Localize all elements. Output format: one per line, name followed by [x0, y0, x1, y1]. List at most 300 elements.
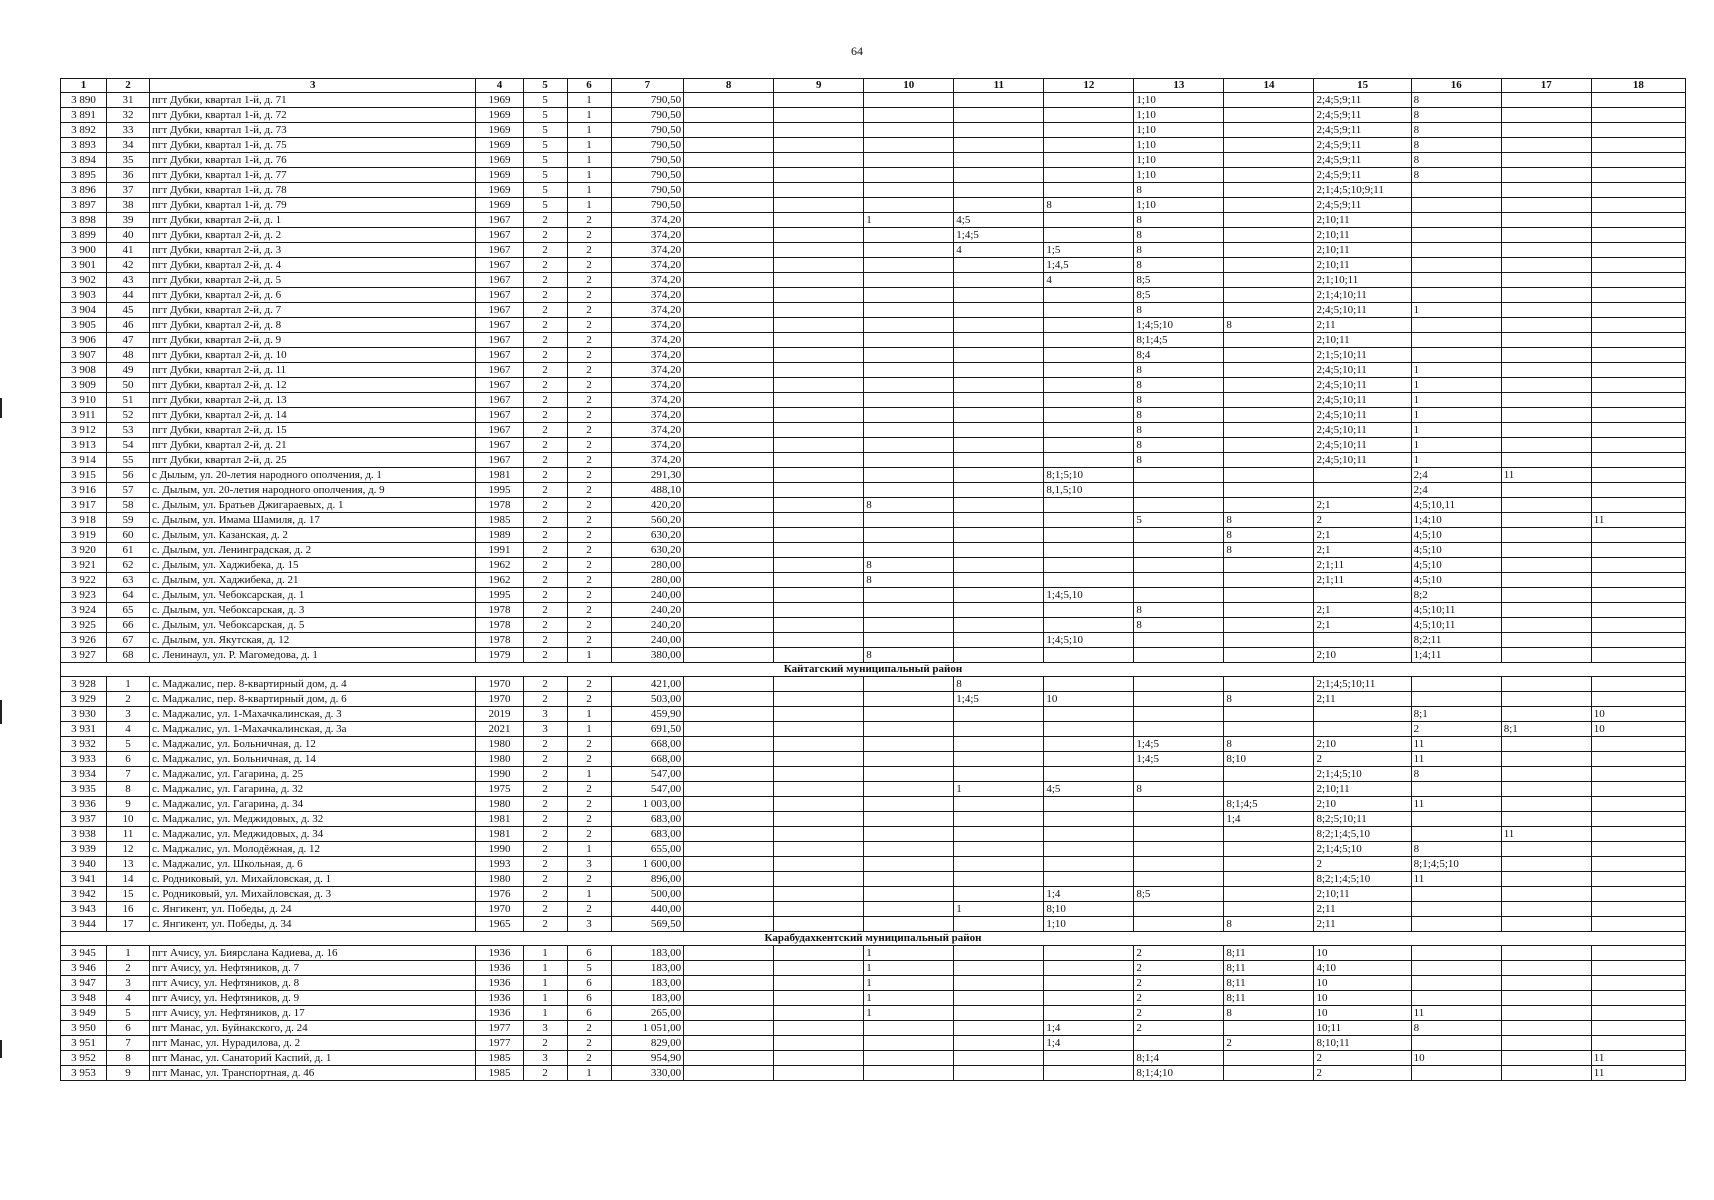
cell-col-11 [954, 258, 1044, 273]
cell-col-3: пгт Дубки, квартал 2-й, д. 3 [150, 243, 476, 258]
column-header-6: 6 [567, 79, 611, 93]
cell-col-10 [864, 408, 954, 423]
cell-col-13: 8 [1134, 393, 1224, 408]
cell-col-15: 2;4;5;9;11 [1314, 153, 1411, 168]
cell-col-2: 40 [107, 228, 150, 243]
cell-col-3: с Дылым, ул. 20-летия народного ополчения, д. 1 [150, 468, 476, 483]
cell-col-15: 8;2;1;4;5,10 [1314, 827, 1411, 842]
cell-col-14 [1224, 348, 1314, 363]
cell-col-13: 1;10 [1134, 93, 1224, 108]
cell-col-13: 8 [1134, 213, 1224, 228]
cell-col-16: 4;5;10 [1411, 528, 1501, 543]
cell-col-13: 8;4 [1134, 348, 1224, 363]
cell-col-14 [1224, 108, 1314, 123]
cell-col-11 [954, 183, 1044, 198]
cell-col-8 [684, 333, 774, 348]
cell-col-14: 8;11 [1224, 961, 1314, 976]
cell-col-1: 3 899 [61, 228, 107, 243]
column-header-8: 8 [684, 79, 774, 93]
cell-col-6: 2 [567, 513, 611, 528]
cell-col-1: 3 933 [61, 752, 107, 767]
cell-col-5: 1 [523, 976, 567, 991]
cell-col-2: 59 [107, 513, 150, 528]
cell-col-7: 420,20 [611, 498, 684, 513]
cell-col-1: 3 921 [61, 558, 107, 573]
cell-col-16 [1411, 677, 1501, 692]
cell-col-9 [774, 633, 864, 648]
cell-col-18 [1591, 752, 1685, 767]
cell-col-7: 790,50 [611, 93, 684, 108]
cell-col-6: 2 [567, 333, 611, 348]
cell-col-12 [1044, 513, 1134, 528]
cell-col-9 [774, 183, 864, 198]
cell-col-7: 790,50 [611, 153, 684, 168]
cell-col-18 [1591, 168, 1685, 183]
cell-col-18 [1591, 333, 1685, 348]
cell-col-3: с. Дылым, ул. Чебоксарская, д. 3 [150, 603, 476, 618]
cell-col-11 [954, 513, 1044, 528]
cell-col-13 [1134, 692, 1224, 707]
table-row [61, 872, 1686, 887]
cell-col-7: 183,00 [611, 976, 684, 991]
cell-col-2: 3 [107, 976, 150, 991]
cell-col-11 [954, 752, 1044, 767]
cell-col-18 [1591, 887, 1685, 902]
cell-col-5: 3 [523, 1021, 567, 1036]
cell-col-5: 1 [523, 1006, 567, 1021]
cell-col-7: 790,50 [611, 168, 684, 183]
cell-col-12 [1044, 1066, 1134, 1081]
column-header-row [61, 79, 1686, 93]
cell-col-11 [954, 288, 1044, 303]
cell-col-18 [1591, 153, 1685, 168]
column-header-11: 11 [954, 79, 1044, 93]
cell-col-3: пгт Манас, ул. Транспортная, д. 46 [150, 1066, 476, 1081]
cell-col-2: 5 [107, 1006, 150, 1021]
cell-col-10: 8 [864, 573, 954, 588]
column-header-12: 12 [1044, 79, 1134, 93]
table-row [61, 737, 1686, 752]
cell-col-2: 56 [107, 468, 150, 483]
cell-col-11 [954, 633, 1044, 648]
cell-col-7: 421,00 [611, 677, 684, 692]
cell-col-10 [864, 917, 954, 932]
cell-col-18 [1591, 378, 1685, 393]
cell-col-1: 3 939 [61, 842, 107, 857]
cell-col-5: 2 [523, 782, 567, 797]
cell-col-4: 1967 [476, 378, 523, 393]
cell-col-10 [864, 528, 954, 543]
cell-col-7: 668,00 [611, 752, 684, 767]
cell-col-4: 1970 [476, 692, 523, 707]
cell-col-1: 3 943 [61, 902, 107, 917]
table-row [61, 633, 1686, 648]
cell-col-8 [684, 1036, 774, 1051]
cell-col-4: 1990 [476, 842, 523, 857]
cell-col-2: 67 [107, 633, 150, 648]
cell-col-4: 1993 [476, 857, 523, 872]
table-row [61, 123, 1686, 138]
cell-col-1: 3 919 [61, 528, 107, 543]
cell-col-15: 2;4;5;9;11 [1314, 108, 1411, 123]
cell-col-16 [1411, 917, 1501, 932]
cell-col-5: 2 [523, 228, 567, 243]
cell-col-11 [954, 991, 1044, 1006]
cell-col-6: 6 [567, 1006, 611, 1021]
cell-col-17 [1501, 692, 1591, 707]
cell-col-14: 8 [1224, 692, 1314, 707]
cell-col-11 [954, 1051, 1044, 1066]
cell-col-3: пгт Дубки, квартал 2-й, д. 6 [150, 288, 476, 303]
cell-col-7: 330,00 [611, 1066, 684, 1081]
cell-col-5: 2 [523, 752, 567, 767]
cell-col-4: 1936 [476, 946, 523, 961]
cell-col-2: 8 [107, 1051, 150, 1066]
cell-col-5: 2 [523, 692, 567, 707]
cell-col-3: пгт Дубки, квартал 2-й, д. 14 [150, 408, 476, 423]
cell-col-1: 3 910 [61, 393, 107, 408]
cell-col-1: 3 920 [61, 543, 107, 558]
cell-col-6: 2 [567, 1036, 611, 1051]
cell-col-13 [1134, 797, 1224, 812]
table-row [61, 887, 1686, 902]
cell-col-1: 3 907 [61, 348, 107, 363]
cell-col-13 [1134, 633, 1224, 648]
cell-col-18: 10 [1591, 707, 1685, 722]
column-header-15: 15 [1314, 79, 1411, 93]
cell-col-8 [684, 423, 774, 438]
cell-col-13 [1134, 842, 1224, 857]
cell-col-14 [1224, 363, 1314, 378]
cell-col-11 [954, 887, 1044, 902]
cell-col-1: 3 917 [61, 498, 107, 513]
cell-col-11 [954, 722, 1044, 737]
cell-col-2: 63 [107, 573, 150, 588]
cell-col-16 [1411, 273, 1501, 288]
cell-col-10 [864, 902, 954, 917]
cell-col-11: 4 [954, 243, 1044, 258]
cell-col-12 [1044, 1006, 1134, 1021]
table-row [61, 498, 1686, 513]
cell-col-4: 2021 [476, 722, 523, 737]
cell-col-1: 3 952 [61, 1051, 107, 1066]
cell-col-13 [1134, 722, 1224, 737]
cell-col-13: 8;1;4 [1134, 1051, 1224, 1066]
cell-col-13: 1;4;5;10 [1134, 318, 1224, 333]
cell-col-10 [864, 138, 954, 153]
cell-col-9 [774, 363, 864, 378]
cell-col-11 [954, 812, 1044, 827]
cell-col-13 [1134, 468, 1224, 483]
cell-col-11 [954, 842, 1044, 857]
cell-col-14 [1224, 213, 1314, 228]
cell-col-6: 1 [567, 887, 611, 902]
cell-col-1: 3 950 [61, 1021, 107, 1036]
cell-col-10: 8 [864, 648, 954, 663]
cell-col-16: 8;2 [1411, 588, 1501, 603]
cell-col-6: 2 [567, 812, 611, 827]
cell-col-9 [774, 423, 864, 438]
table-row [61, 603, 1686, 618]
cell-col-4: 1975 [476, 782, 523, 797]
cell-col-18 [1591, 228, 1685, 243]
cell-col-8 [684, 677, 774, 692]
cell-col-12 [1044, 573, 1134, 588]
cell-col-3: с. Ленинаул, ул. Р. Магомедова, д. 1 [150, 648, 476, 663]
cell-col-17 [1501, 243, 1591, 258]
cell-col-6: 1 [567, 168, 611, 183]
cell-col-15: 2;4;5;9;11 [1314, 138, 1411, 153]
table-row [61, 782, 1686, 797]
cell-col-8 [684, 438, 774, 453]
cell-col-7: 380,00 [611, 648, 684, 663]
cell-col-7: 374,20 [611, 453, 684, 468]
cell-col-7: 459,90 [611, 707, 684, 722]
cell-col-14: 8 [1224, 543, 1314, 558]
cell-col-2: 53 [107, 423, 150, 438]
cell-col-6: 1 [567, 153, 611, 168]
cell-col-9 [774, 168, 864, 183]
cell-col-6: 2 [567, 453, 611, 468]
cell-col-3: пгт Дубки, квартал 1-й, д. 77 [150, 168, 476, 183]
cell-col-1: 3 904 [61, 303, 107, 318]
cell-col-16 [1411, 782, 1501, 797]
cell-col-9 [774, 887, 864, 902]
cell-col-4: 1936 [476, 991, 523, 1006]
cell-col-13: 1;10 [1134, 153, 1224, 168]
cell-col-17 [1501, 648, 1591, 663]
cell-col-16: 4;5;10;11 [1411, 618, 1501, 633]
cell-col-12 [1044, 348, 1134, 363]
cell-col-10 [864, 168, 954, 183]
cell-col-15: 2;11 [1314, 318, 1411, 333]
cell-col-16 [1411, 827, 1501, 842]
cell-col-16: 1;4;10 [1411, 513, 1501, 528]
cell-col-2: 46 [107, 318, 150, 333]
table-row [61, 348, 1686, 363]
cell-col-4: 1969 [476, 138, 523, 153]
cell-col-4: 1977 [476, 1021, 523, 1036]
cell-col-5: 2 [523, 618, 567, 633]
cell-col-4: 1965 [476, 917, 523, 932]
cell-col-8 [684, 453, 774, 468]
cell-col-12 [1044, 842, 1134, 857]
cell-col-16 [1411, 348, 1501, 363]
cell-col-11 [954, 168, 1044, 183]
cell-col-17 [1501, 273, 1591, 288]
cell-col-14: 8 [1224, 917, 1314, 932]
column-header-4: 4 [476, 79, 523, 93]
cell-col-3: пгт Дубки, квартал 2-й, д. 25 [150, 453, 476, 468]
cell-col-13: 8 [1134, 243, 1224, 258]
cell-col-5: 5 [523, 93, 567, 108]
cell-col-8 [684, 228, 774, 243]
cell-col-5: 2 [523, 887, 567, 902]
cell-col-4: 1970 [476, 902, 523, 917]
cell-col-12 [1044, 138, 1134, 153]
cell-col-18 [1591, 318, 1685, 333]
cell-col-9 [774, 902, 864, 917]
cell-col-2: 52 [107, 408, 150, 423]
cell-col-15: 8;2;5;10;11 [1314, 812, 1411, 827]
cell-col-8 [684, 198, 774, 213]
cell-col-8 [684, 812, 774, 827]
cell-col-16 [1411, 692, 1501, 707]
cell-col-6: 2 [567, 633, 611, 648]
cell-col-5: 2 [523, 258, 567, 273]
table-row [61, 438, 1686, 453]
cell-col-9 [774, 243, 864, 258]
cell-col-7: 683,00 [611, 827, 684, 842]
cell-col-17: 11 [1501, 827, 1591, 842]
cell-col-16 [1411, 333, 1501, 348]
table-row [61, 573, 1686, 588]
cell-col-5: 2 [523, 842, 567, 857]
cell-col-2: 33 [107, 123, 150, 138]
cell-col-13: 1;10 [1134, 198, 1224, 213]
cell-col-17 [1501, 797, 1591, 812]
cell-col-15: 2;1 [1314, 528, 1411, 543]
cell-col-14 [1224, 872, 1314, 887]
cell-col-6: 1 [567, 648, 611, 663]
cell-col-12 [1044, 857, 1134, 872]
cell-col-6: 2 [567, 423, 611, 438]
cell-col-11 [954, 618, 1044, 633]
cell-col-2: 50 [107, 378, 150, 393]
cell-col-8 [684, 722, 774, 737]
cell-col-10 [864, 543, 954, 558]
cell-col-11: 1 [954, 902, 1044, 917]
cell-col-9 [774, 213, 864, 228]
cell-col-9 [774, 722, 864, 737]
cell-col-6: 2 [567, 902, 611, 917]
cell-col-18 [1591, 528, 1685, 543]
cell-col-10: 1 [864, 976, 954, 991]
cell-col-6: 2 [567, 303, 611, 318]
cell-col-17: 8;1 [1501, 722, 1591, 737]
column-header-13: 13 [1134, 79, 1224, 93]
cell-col-18 [1591, 827, 1685, 842]
cell-col-18 [1591, 363, 1685, 378]
cell-col-5: 2 [523, 603, 567, 618]
cell-col-11: 4;5 [954, 213, 1044, 228]
cell-col-18 [1591, 288, 1685, 303]
cell-col-11 [954, 93, 1044, 108]
cell-col-4: 1967 [476, 333, 523, 348]
cell-col-7: 280,00 [611, 558, 684, 573]
table-row [61, 333, 1686, 348]
cell-col-1: 3 901 [61, 258, 107, 273]
cell-col-5: 5 [523, 183, 567, 198]
cell-col-5: 2 [523, 213, 567, 228]
cell-col-12: 1;4 [1044, 887, 1134, 902]
cell-col-13: 8 [1134, 618, 1224, 633]
cell-col-16: 8 [1411, 1021, 1501, 1036]
cell-col-11 [954, 198, 1044, 213]
cell-col-1: 3 938 [61, 827, 107, 842]
cell-col-12 [1044, 543, 1134, 558]
scan-edge-mark [0, 700, 2, 724]
cell-col-2: 2 [107, 692, 150, 707]
cell-col-9 [774, 857, 864, 872]
cell-col-2: 3 [107, 707, 150, 722]
cell-col-3: с. Янгикент, ул. Победы, д. 34 [150, 917, 476, 932]
cell-col-13 [1134, 917, 1224, 932]
cell-col-14 [1224, 258, 1314, 273]
housing-register-table [60, 78, 1686, 1081]
cell-col-3: с. Родниковый, ул. Михайловская, д. 1 [150, 872, 476, 887]
cell-col-12 [1044, 213, 1134, 228]
cell-col-8 [684, 558, 774, 573]
cell-col-8 [684, 797, 774, 812]
cell-col-12 [1044, 318, 1134, 333]
cell-col-9 [774, 453, 864, 468]
cell-col-18 [1591, 1006, 1685, 1021]
cell-col-13: 1;10 [1134, 168, 1224, 183]
cell-col-18 [1591, 498, 1685, 513]
cell-col-7: 547,00 [611, 767, 684, 782]
cell-col-15: 10 [1314, 946, 1411, 961]
cell-col-8 [684, 752, 774, 767]
cell-col-13: 8;5 [1134, 273, 1224, 288]
cell-col-16: 2;4 [1411, 483, 1501, 498]
cell-col-16 [1411, 961, 1501, 976]
cell-col-14 [1224, 588, 1314, 603]
cell-col-1: 3 945 [61, 946, 107, 961]
cell-col-8 [684, 378, 774, 393]
cell-col-2: 1 [107, 677, 150, 692]
cell-col-16 [1411, 812, 1501, 827]
cell-col-7: 829,00 [611, 1036, 684, 1051]
cell-col-17 [1501, 543, 1591, 558]
cell-col-5: 2 [523, 528, 567, 543]
cell-col-5: 2 [523, 857, 567, 872]
cell-col-4: 1995 [476, 483, 523, 498]
cell-col-8 [684, 692, 774, 707]
cell-col-14 [1224, 677, 1314, 692]
cell-col-17 [1501, 812, 1591, 827]
cell-col-2: 65 [107, 603, 150, 618]
cell-col-16: 11 [1411, 797, 1501, 812]
cell-col-11 [954, 483, 1044, 498]
cell-col-15 [1314, 722, 1411, 737]
cell-col-4: 1967 [476, 363, 523, 378]
cell-col-3: пгт Дубки, квартал 1-й, д. 72 [150, 108, 476, 123]
cell-col-5: 2 [523, 408, 567, 423]
cell-col-14 [1224, 393, 1314, 408]
cell-col-14 [1224, 633, 1314, 648]
cell-col-3: пгт Дубки, квартал 2-й, д. 10 [150, 348, 476, 363]
cell-col-11 [954, 737, 1044, 752]
table-row [61, 93, 1686, 108]
cell-col-10 [864, 752, 954, 767]
cell-col-7: 374,20 [611, 228, 684, 243]
cell-col-18 [1591, 767, 1685, 782]
cell-col-8 [684, 168, 774, 183]
cell-col-5: 3 [523, 722, 567, 737]
cell-col-8 [684, 827, 774, 842]
cell-col-13: 5 [1134, 513, 1224, 528]
cell-col-6: 2 [567, 438, 611, 453]
table-row [61, 1006, 1686, 1021]
table-row [61, 228, 1686, 243]
cell-col-15: 2;10;11 [1314, 243, 1411, 258]
cell-col-13 [1134, 573, 1224, 588]
cell-col-9 [774, 498, 864, 513]
cell-col-17 [1501, 213, 1591, 228]
cell-col-17 [1501, 588, 1591, 603]
cell-col-1: 3 894 [61, 153, 107, 168]
